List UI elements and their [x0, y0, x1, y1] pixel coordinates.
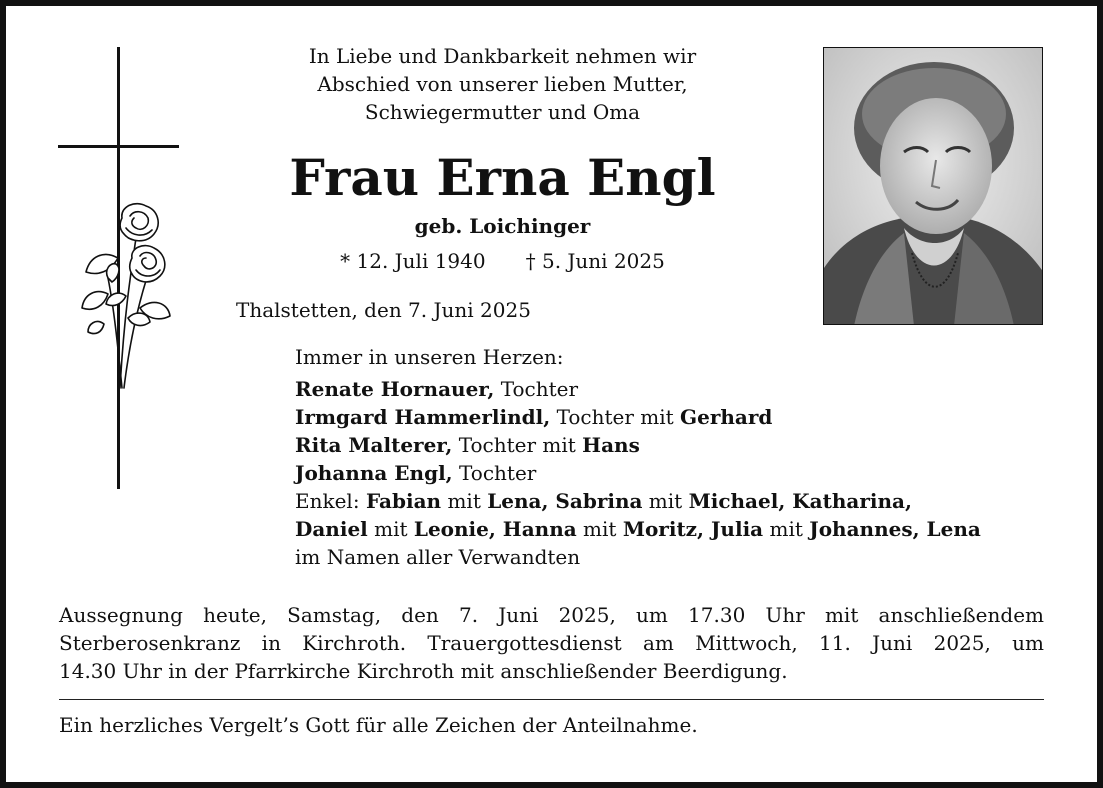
intro-line: Schwiegermutter und Oma: [364, 100, 641, 124]
funeral-line: Sterberosenkranz in Kirchroth. Trauergottesdienst am Mittwoch, 11. Juni 2025, um: [59, 631, 1044, 655]
life-dates: [230, 247, 775, 275]
family-list: [295, 343, 981, 571]
intro-line: In Liebe und Dankbarkeit nehmen wir: [308, 44, 697, 68]
grandchild-name: Leonie, Hanna: [413, 517, 577, 541]
funeral-details: [59, 601, 1044, 685]
portrait-image: [824, 48, 1043, 325]
family-line: [295, 431, 981, 459]
thanks-text: Ein herzliches Vergelt’s Gott für alle Zeichen der Anteilnahme.: [59, 713, 698, 737]
portrait-photo: [823, 47, 1043, 325]
family-relation: Tochter: [452, 461, 537, 485]
family-partner-name: Hans: [582, 433, 640, 457]
family-line: im Namen aller Verwandten: [295, 545, 581, 569]
funeral-line: Aussegnung heute, Samstag, den 7. Juni 2025, um 17.30 Uhr mit anschließendem: [59, 603, 1044, 627]
divider: [59, 699, 1044, 700]
connector: mit: [576, 517, 623, 541]
grandchild-name: Daniel: [295, 517, 368, 541]
connector: mit: [642, 489, 689, 513]
connector: mit: [441, 489, 488, 513]
family-member-name: Rita Malterer,: [295, 433, 453, 457]
grandchild-name: Johannes, Lena: [809, 517, 981, 541]
connector: mit: [367, 517, 414, 541]
family-line: [295, 487, 981, 515]
grandchild-name: Fabian: [365, 489, 442, 513]
deceased-name: Frau Erna Engl: [289, 148, 716, 207]
family-line: [295, 375, 981, 403]
intro-text: [230, 42, 775, 126]
family-member-name: Irmgard Hammerlindl,: [295, 405, 551, 429]
cross-crossbar: [58, 145, 179, 148]
family-line: [295, 515, 981, 543]
maiden-name: geb. Loichinger: [414, 214, 591, 238]
grandchild-name: Moritz, Julia: [622, 517, 764, 541]
family-line: [295, 459, 981, 487]
family-relation: Tochter: [494, 377, 579, 401]
grandchild-name: Michael, Katharina,: [688, 489, 912, 513]
family-relation: Tochter mit: [452, 433, 583, 457]
place-date: Thalstetten, den 7. Juni 2025: [236, 298, 531, 322]
roses-icon: [78, 198, 174, 398]
family-member-name: Renate Hornauer,: [295, 377, 495, 401]
family-relation: Tochter mit: [550, 405, 681, 429]
grandchildren-label: Enkel:: [295, 489, 366, 513]
connector: mit: [763, 517, 810, 541]
family-header: Immer in unseren Herzen:: [295, 345, 564, 369]
family-partner-name: Gerhard: [680, 405, 773, 429]
grandchild-name: Lena, Sabrina: [487, 489, 643, 513]
funeral-line: 14.30 Uhr in der Pfarrkirche Kirchroth mit anschließender Beerdigung.: [59, 659, 788, 683]
intro-line: Abschied von unserer lieben Mutter,: [317, 72, 688, 96]
birth-date: * 12. Juli 1940: [340, 249, 486, 273]
family-member-name: Johanna Engl,: [295, 461, 453, 485]
death-date: † 5. Juni 2025: [525, 249, 665, 273]
family-line: [295, 403, 981, 431]
